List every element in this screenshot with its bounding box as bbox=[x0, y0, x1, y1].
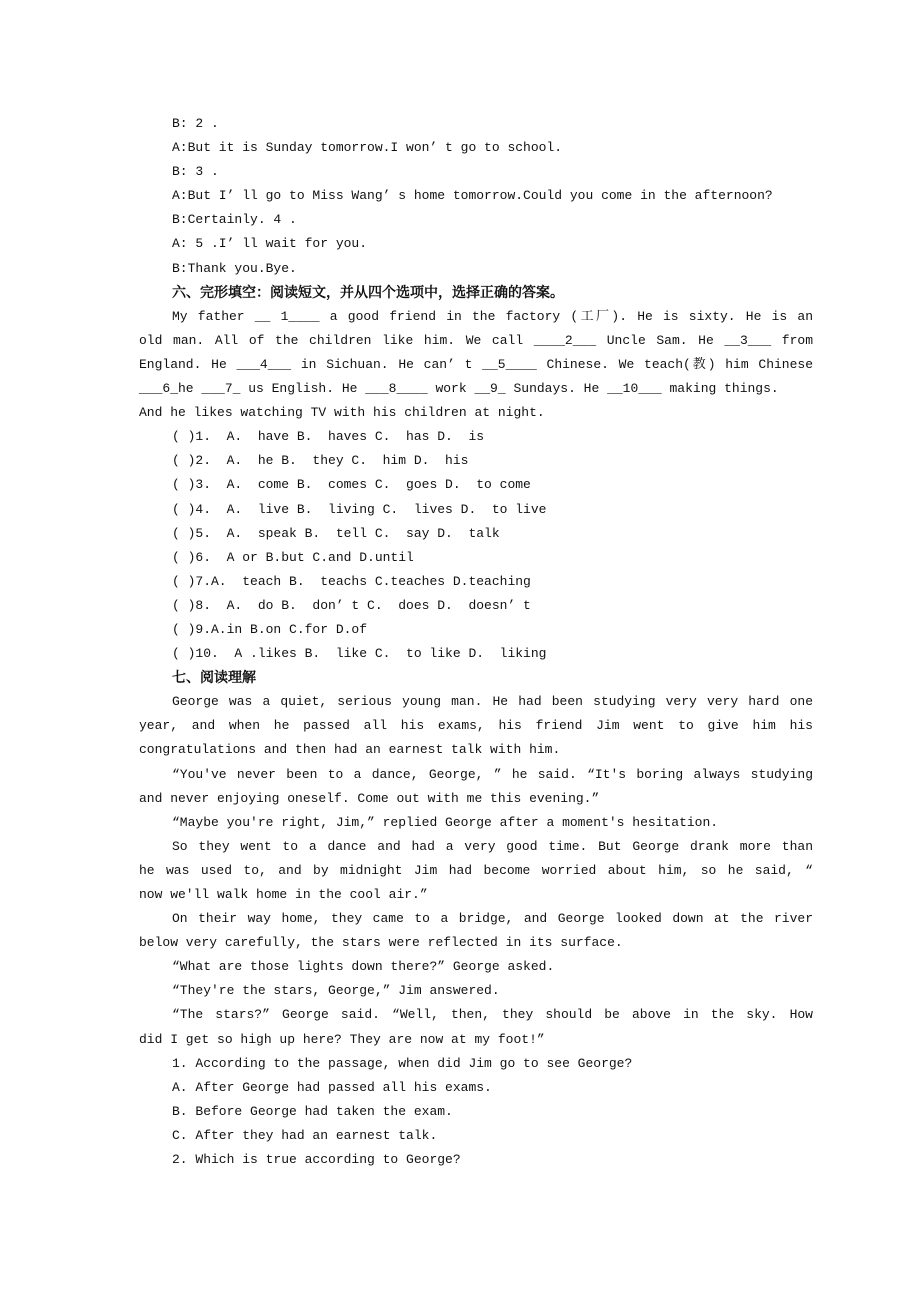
dialogue-line: B: 3 . bbox=[172, 164, 219, 180]
reading-passage-line: “What are those lights down there?” George asked. bbox=[172, 959, 555, 975]
cloze-option: ( )5. A. speak B. tell C. say D. talk bbox=[172, 525, 500, 541]
dialogue-line: B: 2 . bbox=[172, 116, 219, 131]
reading-question: 2. Which is true according to George? bbox=[172, 1152, 461, 1168]
cloze-option: ( )7.A. teach B. teachs C.teaches D.teaching bbox=[172, 573, 531, 589]
reading-answer-option: B. Before George had taken the exam. bbox=[172, 1103, 453, 1119]
reading-passage-line: year, and when he passed all his exams, his friend Jim went to give him his bbox=[139, 718, 813, 734]
reading-heading: 七、阅读理解 bbox=[172, 670, 256, 687]
cloze-option: ( )9.A.in B.on C.for D.of bbox=[172, 621, 368, 637]
reading-passage-line: George was a quiet, serious young man. He had been studying very very hard one bbox=[172, 694, 813, 710]
dialogue-line: A:But I’ ll go to Miss Wang’ s home tomorrow.Could you come in the afternoon? bbox=[172, 188, 773, 204]
cloze-option: ( )10. A .likes B. like C. to like D. liking bbox=[172, 646, 547, 662]
cloze-passage-line: And he likes watching TV with his children at night. bbox=[139, 405, 545, 421]
reading-answer-option: A. After George had passed all his exams. bbox=[172, 1079, 492, 1095]
reading-passage-line: “Maybe you're right, Jim,” replied George after a moment's hesitation. bbox=[172, 814, 719, 830]
document-page bbox=[139, 112, 813, 1172]
cloze-option: ( )2. A. he B. they C. him D. his bbox=[172, 453, 469, 469]
dialogue-line: A: 5 .I’ ll wait for you. bbox=[172, 236, 368, 252]
cloze-heading: 六、完形填空：阅读短文，并从四个选项中，选择正确的答案。 bbox=[172, 284, 564, 301]
dialogue-line: B:Thank you.Bye. bbox=[172, 260, 297, 276]
reading-passage-line: below very carefully, the stars were reflected in its surface. bbox=[139, 935, 623, 951]
reading-passage-line: On their way home, they came to a bridge, and George looked down at the river bbox=[172, 911, 813, 927]
reading-passage-line: “You've never been to a dance, George, ” he said. “It's boring always studying bbox=[172, 766, 813, 782]
reading-passage-line: now we'll walk home in the cool air.” bbox=[139, 887, 428, 902]
dialogue-line: B:Certainly. 4 . bbox=[172, 212, 297, 228]
reading-passage-line: did I get so high up here? They are now at my foot!” bbox=[139, 1031, 545, 1047]
cloze-option: ( )8. A. do B. don’ t C. does D. doesn’ t bbox=[172, 597, 531, 613]
reading-passage-line: “The stars?” George said. “Well, then, they should be above in the sky. How bbox=[172, 1007, 813, 1023]
reading-passage-line: congratulations and then had an earnest talk with him. bbox=[139, 742, 561, 758]
reading-answer-option: C. After they had an earnest talk. bbox=[172, 1127, 438, 1143]
cloze-option: ( )4. A. live B. living C. lives D. to live bbox=[172, 501, 547, 517]
cloze-option: ( )3. A. come B. comes C. goes D. to come bbox=[172, 477, 531, 493]
cloze-passage-line: old man. All of the children like him. We call ____2___ Uncle Sam. He __3___ from bbox=[139, 332, 813, 348]
cloze-option: ( )1. A. have B. haves C. has D. is bbox=[172, 429, 485, 445]
cloze-passage-line: England. He ___4___ in Sichuan. He can’ t __5____ Chinese. We teach(教) him Chinese bbox=[139, 356, 813, 372]
dialogue-line: A:But it is Sunday tomorrow.I won’ t go to school. bbox=[172, 140, 563, 156]
reading-passage-line: “They're the stars, George,” Jim answered. bbox=[172, 983, 500, 999]
cloze-passage-line: ___6_he ___7_ us English. He ___8____ work __9_ Sundays. He __10___ making things. bbox=[139, 381, 779, 397]
cloze-option: ( )6. A or B.but C.and D.until bbox=[172, 549, 414, 565]
reading-question: 1. According to the passage, when did Jim go to see George? bbox=[172, 1055, 633, 1071]
reading-passage-line: he was used to, and by midnight Jim had become worried about him, so he said, “ bbox=[139, 862, 813, 878]
reading-passage-line: So they went to a dance and had a very good time. But George drank more than bbox=[172, 838, 813, 854]
cloze-passage-line: My father __ 1____ a good friend in the factory (工厂). He is sixty. He is an bbox=[172, 308, 813, 324]
reading-passage-line: and never enjoying oneself. Come out with me this evening.” bbox=[139, 790, 600, 806]
